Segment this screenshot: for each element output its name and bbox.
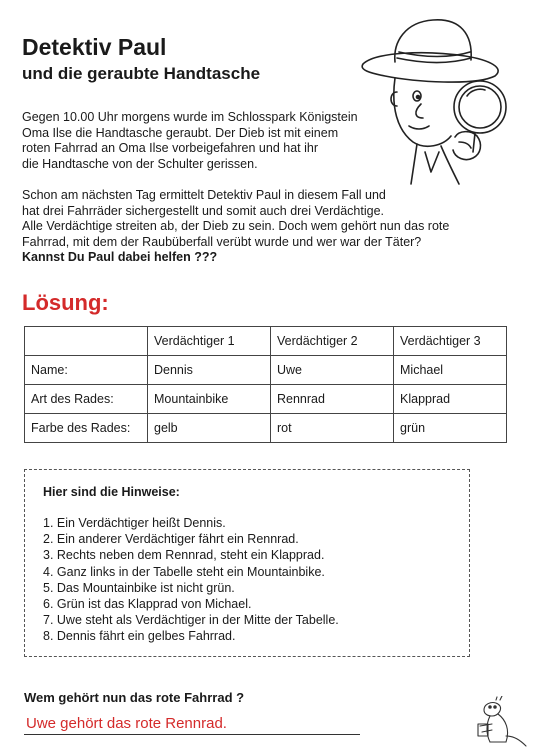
final-answer: Uwe gehört das rote Rennrad. bbox=[26, 715, 227, 732]
page-title: Detektiv Paul bbox=[22, 34, 167, 60]
story-paragraph-1 bbox=[22, 110, 358, 172]
hint-item: 7. Uwe steht als Verdächtiger in der Mitte der Tabelle. bbox=[43, 613, 339, 628]
hint-item: 8. Dennis fährt ein gelbes Fahrrad. bbox=[43, 629, 236, 644]
page-subtitle: und die geraubte Handtasche bbox=[22, 64, 261, 83]
story-line: Alle Verdächtige streiten ab, der Dieb zu sein. Doch wem gehört nun das rote bbox=[22, 219, 450, 233]
table-cell: Rennrad bbox=[271, 385, 394, 414]
table-cell: Farbe des Rades: bbox=[25, 414, 148, 443]
solution-table bbox=[24, 326, 507, 443]
hint-item: 1. Ein Verdächtiger heißt Dennis. bbox=[43, 516, 226, 530]
story-line: roten Fahrrad an Oma Ilse vorbeigefahren und hat ihr bbox=[22, 141, 319, 155]
final-question: Wem gehört nun das rote Fahrrad ? bbox=[24, 690, 245, 705]
solution-heading: Lösung: bbox=[22, 290, 109, 315]
table-cell: Klapprad bbox=[394, 385, 507, 414]
hints-list bbox=[43, 515, 339, 645]
table-row bbox=[25, 385, 507, 414]
table-row bbox=[25, 356, 507, 385]
small-dinosaur-illustration bbox=[470, 696, 530, 750]
table-cell: Name: bbox=[25, 356, 148, 385]
table-cell: Michael bbox=[394, 356, 507, 385]
table-cell: Dennis bbox=[148, 356, 271, 385]
detective-illustration bbox=[355, 12, 525, 187]
table-cell: Mountainbike bbox=[148, 385, 271, 414]
table-cell: rot bbox=[271, 414, 394, 443]
table-header-cell: Verdächtiger 2 bbox=[271, 327, 394, 356]
story-paragraph-2 bbox=[22, 188, 449, 266]
table-cell: gelb bbox=[148, 414, 271, 443]
hint-item: 6. Grün ist das Klapprad von Michael. bbox=[43, 597, 252, 612]
story-question: Kannst Du Paul dabei helfen ??? bbox=[22, 250, 218, 264]
story-line: Gegen 10.00 Uhr morgens wurde im Schlosspark Königstein bbox=[22, 110, 358, 124]
story-line: Oma Ilse die Handtasche geraubt. Der Dieb ist mit einem bbox=[22, 125, 339, 140]
hint-item: 5. Das Mountainbike ist nicht grün. bbox=[43, 580, 235, 595]
table-row bbox=[25, 414, 507, 443]
story-line: Fahrrad, mit dem der Raubüberfall verübt wurde und wer war der Täter? bbox=[22, 234, 422, 249]
hints-title: Hier sind die Hinweise: bbox=[43, 485, 180, 499]
table-cell: grün bbox=[394, 414, 507, 443]
story-line: die Handtasche von der Schulter gerissen. bbox=[22, 156, 258, 171]
table-header-cell bbox=[25, 327, 148, 356]
table-cell: Art des Rades: bbox=[25, 385, 148, 414]
hint-item: 3. Rechts neben dem Rennrad, steht ein Klapprad. bbox=[43, 548, 325, 563]
story-line: Schon am nächsten Tag ermittelt Detektiv Paul in diesem Fall und bbox=[22, 188, 386, 202]
story-line: hat drei Fahrräder sichergestellt und somit auch drei Verdächtige. bbox=[22, 203, 384, 218]
hint-item: 4. Ganz links in der Tabelle steht ein Mountainbike. bbox=[43, 564, 325, 579]
answer-line bbox=[24, 734, 360, 735]
table-header-row bbox=[25, 327, 507, 356]
table-cell: Uwe bbox=[271, 356, 394, 385]
table-header-cell: Verdächtiger 1 bbox=[148, 327, 271, 356]
table-header-cell: Verdächtiger 3 bbox=[394, 327, 507, 356]
hint-item: 2. Ein anderer Verdächtiger fährt ein Rennrad. bbox=[43, 532, 299, 547]
